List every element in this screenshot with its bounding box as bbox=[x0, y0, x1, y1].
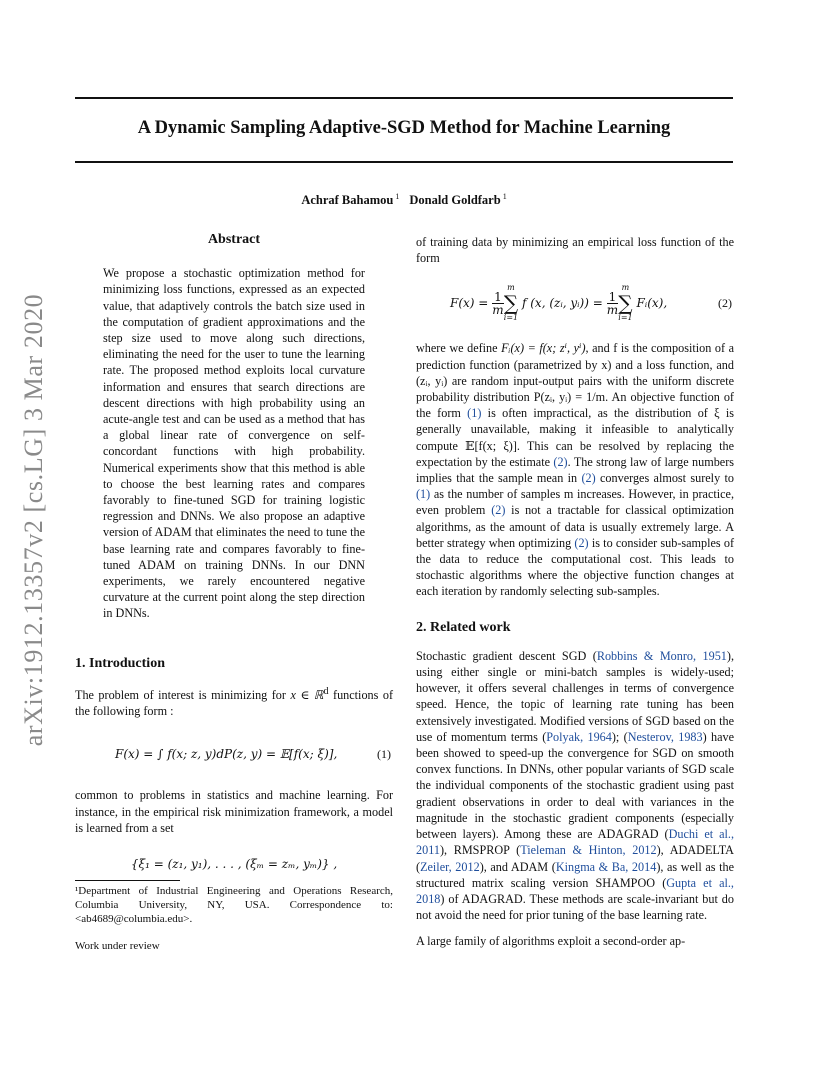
text-run: The problem of interest is minimizing for bbox=[75, 687, 291, 702]
right-column bbox=[416, 232, 734, 950]
text-run: ), as well as the structured matrix scaling version SHAMPOO ( bbox=[416, 859, 734, 890]
text-run: as the number of samples m increases. However, in practice, even problem bbox=[416, 487, 734, 518]
citation-link[interactable]: Gupta et al., 2018 bbox=[416, 875, 734, 906]
fraction-numerator: 1 bbox=[494, 289, 502, 304]
math-inline: Fᵢ(x) = f(x; zⁱ, yⁱ) bbox=[501, 341, 586, 356]
equation-1-body: F(x) = ∫ f(x; z, y)dP(z, y) = 𝔼[f(x; ξ)], bbox=[115, 747, 338, 762]
equation-ref-link[interactable]: (2) bbox=[574, 535, 589, 550]
text-run: ), using either single or mini-batch samples is widely-used; however, it offers several challenges in terms of convergence speed. Hence, the topic of learning rate tuning has been extensively investigated. Modified versions of SGD based on the use of momentum terms ( bbox=[416, 648, 735, 744]
citation-link[interactable]: Duchi et al., 2011 bbox=[416, 827, 734, 858]
equation-ref-link[interactable]: (1) bbox=[416, 487, 431, 502]
citation-link[interactable]: Zeiler, 2012 bbox=[420, 859, 480, 874]
equation-ref-link[interactable]: (2) bbox=[581, 471, 596, 486]
equation-2-mid: f (x, (zᵢ, yᵢ)) = bbox=[521, 296, 603, 311]
equation-1 bbox=[75, 733, 393, 775]
sum-lower: i=1 bbox=[618, 313, 633, 323]
citation-link[interactable]: Nesterov, 1983 bbox=[627, 729, 703, 744]
set-equation-body: {ξ₁ = (z₁, y₁), . . . , (ξₘ = zₘ, yₘ)} , bbox=[130, 856, 338, 871]
text-run: is often impractical, as the distribution of ξ is generally unavailable, making it infeasible to analytically compute 𝔼[f(x; ξ)]. This can be resolved by replacing the expectation by the estimate bbox=[416, 406, 734, 469]
fraction-denominator: m bbox=[492, 302, 504, 317]
fraction bbox=[607, 291, 619, 316]
fraction-numerator: 1 bbox=[608, 289, 617, 304]
author-name: Achraf Bahamou bbox=[301, 193, 394, 208]
related-work-paragraph bbox=[416, 648, 734, 923]
footnote-affiliation: ¹Department of Industrial Engineering and Operations Research, Columbia University, NY, USA. Correspondence to: <ab4689@columbia.edu>. bbox=[75, 884, 393, 925]
text-run: ) of ADAGRAD. These methods are scale-invariant but do not avoid the need for prior tuning of the base learning rate. bbox=[416, 891, 734, 923]
equation-2-rhs: Fᵢ(x), bbox=[636, 296, 668, 311]
footer-note: Work under review bbox=[75, 939, 160, 952]
text-run: where we define bbox=[416, 341, 502, 356]
text-run: is not a tractable for classical optimization algorithms, as the amount of data is usually extremely large. A better strategy when optimizing bbox=[416, 503, 734, 550]
equation-2-lhs: F(x) = bbox=[450, 296, 489, 311]
author-name: Donald Goldfarb bbox=[409, 193, 501, 208]
title-rule-top bbox=[75, 97, 733, 99]
text-run: , and f is the composition of a prediction function (parametrized by x) and a loss function, and (zᵢ, yᵢ) are random input-output pairs with the uniform discrete probability distribution P(zᵢ, yᵢ) = 1/m. An objective function of the form bbox=[416, 341, 734, 421]
text-run: ) have been showed to speed-up the convergence for SGD on smooth convex functions. In DNNs, other popular variants of SGD scale the individual components of the stochastic gradient using past gradient observations in order to deal with variances in the magnitude in the stochastic gradient components (especially between layers). Among these are ADAGRAD ( bbox=[416, 729, 734, 842]
author-affiliation: 1 bbox=[502, 192, 507, 201]
text-run: ), ADADELTA ( bbox=[416, 843, 734, 874]
fraction-denominator: m bbox=[606, 302, 619, 317]
left-column bbox=[75, 232, 393, 954]
fraction bbox=[492, 291, 504, 316]
intro-paragraph-2: common to problems in statistics and machine learning. For instance, in the empirical risk minimization framework, a model is learned from a set bbox=[75, 788, 393, 835]
text-run: ), and ADAM ( bbox=[479, 859, 556, 874]
author-affiliation: 1 bbox=[395, 192, 400, 201]
arxiv-identifier: arXiv:1912.13357v2 [cs.LG] 3 Mar 2020 bbox=[19, 293, 48, 747]
text-run: . The strong law of large numbers implies that the sample mean in bbox=[416, 454, 734, 486]
equation-1-number: (1) bbox=[377, 747, 391, 762]
sum-upper: m bbox=[621, 283, 630, 293]
equation-ref-link[interactable]: (1) bbox=[467, 406, 482, 421]
text-run: functions of the following form : bbox=[75, 687, 394, 719]
sum-lower: i=1 bbox=[503, 313, 519, 323]
title-rule-bottom bbox=[75, 161, 733, 163]
text-run: Stochastic gradient descent SGD ( bbox=[416, 648, 597, 663]
citation-link[interactable]: Tieleman & Hinton, 2012 bbox=[520, 843, 657, 858]
set-equation bbox=[75, 856, 393, 876]
section-heading-introduction: 1. Introduction bbox=[75, 655, 165, 671]
right-paragraph-2 bbox=[416, 340, 734, 599]
abstract-text: We propose a stochastic optimization method for minimizing loss functions, expressed as an expected value, that adaptively controls the batch size used in the computation of gradient approximations and the step size used to move along such directions, eliminating the need for the user to tune the learning rate. The proposed method exploits local curvature information and ensures that search directions are descent directions with high probability using an acute-angle test and can be used as a method that has a global linear rate of convergence on self-concordant functions with high probability. Numerical experiments show that this method is able to choose the best learning rates and compares favorably to fine-tuned SGD for training logistic regression and DNNs. We also propose an adaptive version of ADAM that eliminates the need to tune the base learning rate and compares favorably to fine-tuned ADAM on training DNNs. In our DNN experiments, we rarely encountered negative curvature at the current point along the step direction in DNNs. bbox=[103, 266, 365, 621]
sum-upper: m bbox=[507, 283, 515, 293]
equation-ref-link[interactable]: (2) bbox=[491, 503, 506, 518]
equation-2 bbox=[416, 280, 734, 326]
section-heading-related-work: 2. Related work bbox=[416, 619, 511, 635]
citation-link[interactable]: Kingma & Ba, 2014 bbox=[555, 859, 657, 874]
text-run: converges almost surely to bbox=[595, 471, 734, 486]
summation: m ∑ i=1 bbox=[503, 283, 519, 323]
text-run: ); ( bbox=[611, 729, 628, 744]
citation-link[interactable]: Polyak, 1964 bbox=[546, 729, 612, 744]
right-paragraph-1: of training data by minimizing an empirical loss function of the form bbox=[416, 235, 734, 266]
text-run: ), RMSPROP ( bbox=[439, 843, 521, 858]
summation: m ∑ i=1 bbox=[618, 283, 633, 323]
math-superscript: d bbox=[323, 685, 329, 697]
math-inline: x ∈ ℝ bbox=[290, 687, 324, 702]
right-last-line: A large family of algorithms exploit a second-order ap- bbox=[416, 934, 686, 949]
intro-paragraph-1 bbox=[75, 684, 393, 719]
paper-title: A Dynamic Sampling Adaptive-SGD Method for Machine Learning bbox=[137, 118, 671, 138]
equation-ref-link[interactable]: (2) bbox=[553, 454, 568, 469]
text-run: is to consider sub-samples of the data to reduce the computational cost. This leads to stochastic algorithms where the objective function changes at each iteration by randomly selecting sub-samples. bbox=[416, 535, 735, 599]
citation-link[interactable]: Robbins & Monro, 1951 bbox=[596, 648, 727, 663]
equation-2-number: (2) bbox=[718, 296, 732, 311]
arxiv-watermark bbox=[19, 290, 49, 750]
abstract-heading: Abstract bbox=[207, 232, 261, 247]
author-list bbox=[75, 192, 733, 208]
